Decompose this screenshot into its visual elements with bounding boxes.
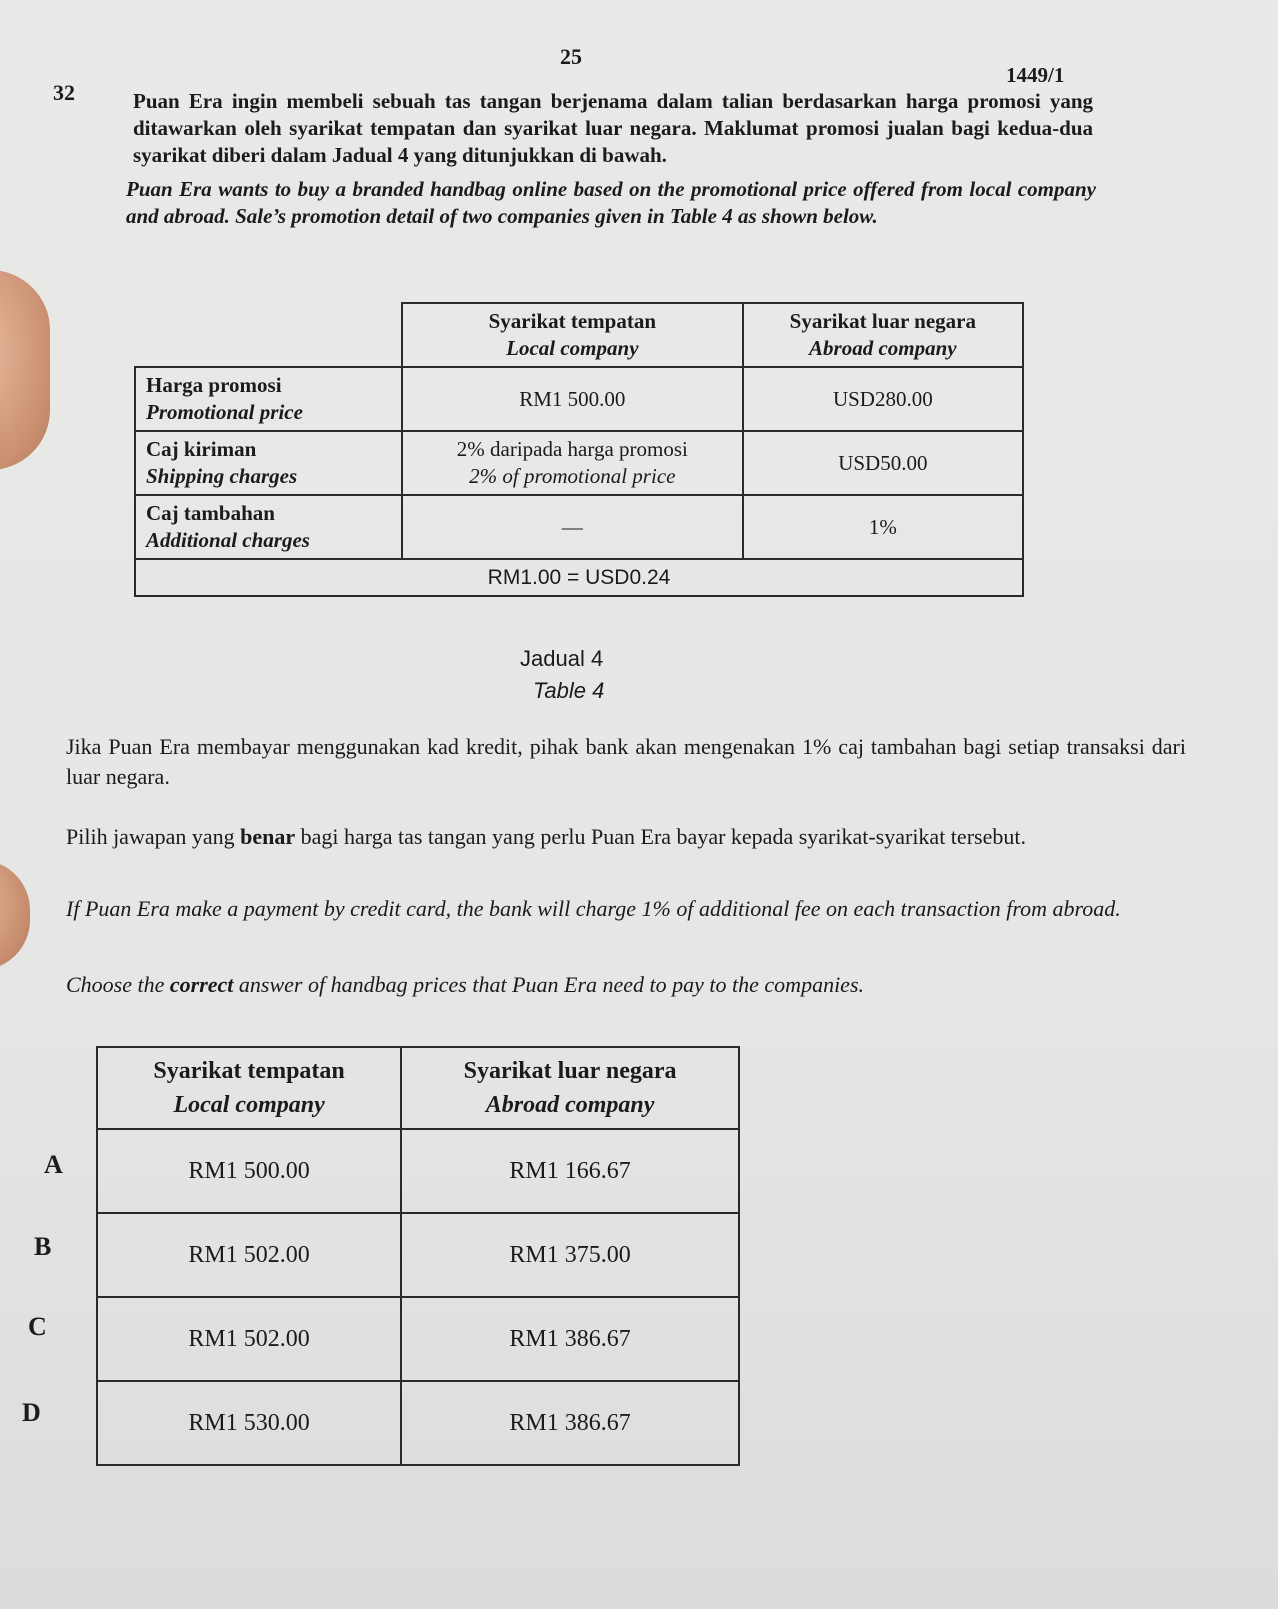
finger-shape: [0, 860, 30, 970]
row-label-en: Additional charges: [146, 528, 310, 552]
table-corner: [135, 303, 402, 367]
table-row: [135, 431, 1023, 495]
option-abroad: RM1 166.67: [401, 1129, 739, 1213]
option-letter-c[interactable]: C: [28, 1312, 47, 1341]
page-number: 25: [560, 44, 582, 69]
paper-code: 1449/1: [1006, 63, 1065, 87]
cell-local-ms: 2% daripada harga promosi: [456, 437, 688, 461]
option-abroad: RM1 386.67: [401, 1381, 739, 1465]
cell-local-en: 2% of promotional price: [469, 464, 676, 488]
opt-col-local-header: [97, 1047, 401, 1129]
options-header-row: [97, 1047, 739, 1129]
col-abroad-header: [743, 303, 1023, 367]
cell-abroad: USD280.00: [743, 367, 1023, 431]
paragraph-credit-ms: Jika Puan Era membayar menggunakan kad kredit, pihak bank akan mengenakan 1% caj tambahan bagi setiap transaksi dari luar negara.: [66, 734, 1186, 789]
row-label-ms: Harga promosi: [146, 373, 282, 397]
paragraph-credit-en: If Puan Era make a payment by credit card, the bank will charge 1% of additional fee on each transaction from abroad.: [66, 896, 1121, 921]
paragraph-choose-ms: [66, 822, 1186, 852]
bold-word: correct: [169, 972, 234, 997]
cell-local: —: [402, 495, 743, 559]
exchange-note: RM1.00 = USD0.24: [135, 559, 1023, 596]
row-label-en: Shipping charges: [146, 464, 298, 488]
row-label: [135, 431, 402, 495]
cell-abroad: 1%: [743, 495, 1023, 559]
opt-col-local-en: Local company: [173, 1092, 325, 1118]
row-label-en: Promotional price: [146, 400, 303, 424]
table-caption-en: Table 4: [533, 678, 605, 703]
row-label: [135, 367, 402, 431]
option-letter-d[interactable]: D: [22, 1398, 41, 1427]
finger-shape: [0, 270, 50, 470]
table-header-row: [135, 303, 1023, 367]
col-local-header: [402, 303, 743, 367]
text-span: bagi harga tas tangan yang perlu Puan Era bayar kepada syarikat-syarikat tersebut.: [295, 824, 1026, 849]
option-row-b[interactable]: [97, 1213, 739, 1297]
option-abroad: RM1 386.67: [401, 1297, 739, 1381]
paragraph-choose-en: [66, 970, 1186, 1000]
option-letter-a[interactable]: A: [44, 1150, 63, 1179]
opt-col-abroad-header: [401, 1047, 739, 1129]
cell-local: RM1 500.00: [402, 367, 743, 431]
opt-col-abroad-en: Abroad company: [485, 1092, 655, 1118]
table-row: [135, 495, 1023, 559]
intro-malay: Puan Era ingin membeli sebuah tas tangan berjenama dalam talian berdasarkan harga promosi yang ditawarkan oleh syarikat tempatan dan syarikat luar negara. Maklumat promosi jualan bagi kedua-dua syarikat diberi dalam Jadual 4 yang ditunjukkan di bawah.: [133, 89, 1093, 167]
col-local-en: Local company: [506, 336, 639, 360]
cell-abroad: USD50.00: [743, 431, 1023, 495]
question-number: 32: [53, 80, 75, 105]
option-row-c[interactable]: [97, 1297, 739, 1381]
option-row-d[interactable]: [97, 1381, 739, 1465]
col-abroad-en: Abroad company: [809, 336, 957, 360]
text-span: answer of handbag prices that Puan Era need to pay to the companies.: [233, 972, 865, 997]
option-local: RM1 502.00: [97, 1297, 401, 1381]
intro-english: Puan Era wants to buy a branded handbag online based on the promotional price offered from local company and abroad. Sale’s promotion detail of two companies given in Table 4 as shown below.: [126, 177, 1096, 228]
row-label: [135, 495, 402, 559]
table-row: [135, 367, 1023, 431]
table-4: [134, 302, 1024, 597]
text-span: Choose the: [66, 972, 170, 997]
option-letter-b[interactable]: B: [34, 1232, 52, 1261]
option-row-a[interactable]: [97, 1129, 739, 1213]
opt-col-local-ms: Syarikat tempatan: [153, 1058, 345, 1084]
exchange-row: [135, 559, 1023, 596]
options-table: [96, 1046, 740, 1466]
text-span: Pilih jawapan yang: [66, 824, 241, 849]
option-local: RM1 530.00: [97, 1381, 401, 1465]
table-caption-ms: Jadual 4: [520, 646, 604, 671]
cell-local: [402, 431, 743, 495]
opt-col-abroad-ms: Syarikat luar negara: [463, 1058, 677, 1084]
row-label-ms: Caj kiriman: [146, 437, 257, 461]
col-abroad-ms: Syarikat luar negara: [789, 309, 976, 333]
option-local: RM1 502.00: [97, 1213, 401, 1297]
row-label-ms: Caj tambahan: [146, 501, 275, 525]
bold-word: benar: [240, 824, 296, 849]
option-local: RM1 500.00: [97, 1129, 401, 1213]
col-local-ms: Syarikat tempatan: [488, 309, 657, 333]
option-abroad: RM1 375.00: [401, 1213, 739, 1297]
